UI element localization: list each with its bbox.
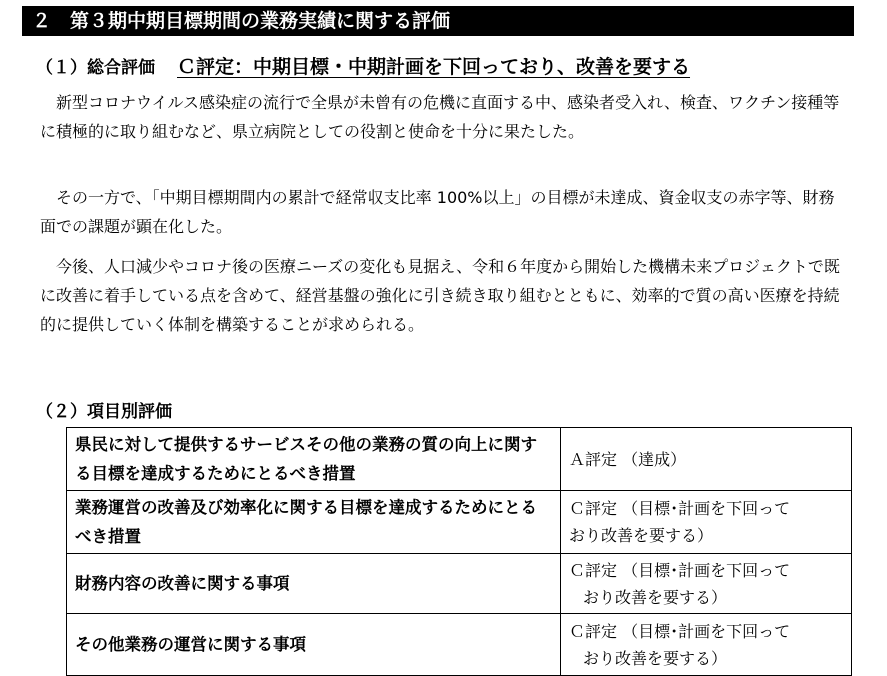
paragraph-text: 新型コロナウイルス感染症の流行で全県が未曾有の危機に直面する中、感染者受入れ、検査、ワクチン接種等に積極的に取り組むなど、県立病院としての役割と使命を十分に果たした。 <box>40 93 840 141</box>
item-evaluation-table <box>66 427 852 676</box>
evaluation-item: その他業務の運営に関する事項 <box>67 614 561 676</box>
paragraph-text: 今後、人口減少やコロナ後の医療ニーズの変化も見据え、令和６年度から開始した機構未来プロジェクトで既に改善に着手している点を含めて、経営基盤の強化に引き続き取り組むとともに、効率的で質の高い医療を持続的に提供していく体制を構築することが求められる。 <box>40 257 840 334</box>
result-line: Ａ評定 （達成） <box>569 449 687 469</box>
item-evaluation-heading: （２）項目別評価 <box>36 402 172 422</box>
evaluation-item: 業務運営の改善及び効率化に関する目標を達成するためにとるべき措置 <box>67 491 561 554</box>
evaluation-result <box>561 554 852 614</box>
result-line: Ｃ評定 （目標･計画を下回って <box>569 499 791 518</box>
overall-paragraph <box>40 183 840 241</box>
evaluation-result <box>561 428 852 491</box>
result-line: Ｃ評定 （目標･計画を下回って <box>569 560 791 580</box>
table-row <box>67 491 852 554</box>
evaluation-result <box>561 614 852 676</box>
table-row <box>67 428 852 491</box>
paragraph-text: その一方で、「中期目標期間内の累計で経常収支比率 100%以上」の目標が未達成、資金収支の赤字等、財務面での課題が顕在化した。 <box>40 188 835 236</box>
overall-evaluation-heading <box>36 55 690 80</box>
evaluation-item: 県民に対して提供するサービスその他の業務の質の向上に関する目標を達成するためにとるべき措置 <box>67 428 561 491</box>
result-line: おり改善を要する） <box>583 587 728 607</box>
overall-paragraph <box>40 252 840 339</box>
overall-paragraph <box>40 88 840 146</box>
evaluation-result <box>561 491 852 554</box>
overall-evaluation-label: （１）総合評価 <box>36 58 155 78</box>
result-line: Ｃ評定 （目標･計画を下回って <box>569 621 791 641</box>
table-row <box>67 614 852 676</box>
table-row <box>67 554 852 614</box>
evaluation-item: 財務内容の改善に関する事項 <box>67 554 561 614</box>
overall-rating: Ｃ評定：中期目標・中期計画を下回っており、改善を要する <box>177 56 691 78</box>
result-line: おり改善を要する） <box>583 648 728 668</box>
result-line: おり改善を要する） <box>569 526 714 545</box>
section-heading: ２ 第３期中期目標期間の業務実績に関する評価 <box>22 6 854 36</box>
